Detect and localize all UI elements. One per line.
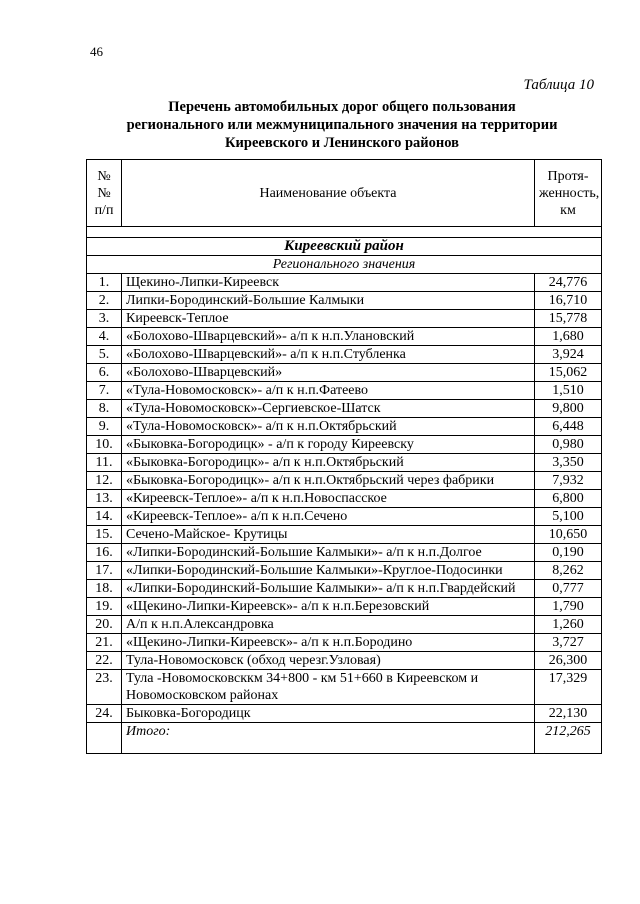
row-length: 16,710: [535, 292, 602, 310]
row-number: 21.: [87, 634, 122, 652]
row-road-name: Тула -Новомосковсккм 34+800 - км 51+660 в Киреевском и Новомосковском районах: [122, 670, 535, 705]
row-length: 8,262: [535, 562, 602, 580]
table-row: [87, 274, 602, 292]
row-number: 18.: [87, 580, 122, 598]
row-road-name: «Киреевск-Теплое»- а/п к н.п.Новоспасское: [122, 490, 535, 508]
row-road-name: «Болохово-Шварцевский»: [122, 364, 535, 382]
total-label: Итого:: [122, 723, 535, 754]
row-number: 16.: [87, 544, 122, 562]
row-number: 8.: [87, 400, 122, 418]
row-road-name: Тула-Новомосковск (обход черезг.Узловая): [122, 652, 535, 670]
table-row: [87, 436, 602, 454]
table-row: [87, 652, 602, 670]
row-number: 3.: [87, 310, 122, 328]
row-number: 1.: [87, 274, 122, 292]
table-row: [87, 562, 602, 580]
table-caption: Таблица 10: [523, 77, 594, 93]
table-row: [87, 598, 602, 616]
row-length: 3,924: [535, 346, 602, 364]
row-number: 13.: [87, 490, 122, 508]
category-row: [87, 256, 602, 274]
table-row: [87, 634, 602, 652]
row-length: 5,100: [535, 508, 602, 526]
row-length: 0,777: [535, 580, 602, 598]
row-number: 12.: [87, 472, 122, 490]
row-number: 10.: [87, 436, 122, 454]
row-number: 22.: [87, 652, 122, 670]
table-row: [87, 454, 602, 472]
page-number: 46: [90, 44, 103, 59]
table-row: [87, 364, 602, 382]
district-name: Киреевский район: [87, 238, 602, 256]
row-road-name: «Быковка-Богородицк»- а/п к н.п.Октябрьский: [122, 454, 535, 472]
row-number: 15.: [87, 526, 122, 544]
header-name: Наименование объекта: [122, 160, 535, 227]
row-road-name: Щекино-Липки-Киреевск: [122, 274, 535, 292]
table-row: [87, 418, 602, 436]
row-road-name: «Тула-Новомосковск»-Сергиевское-Шатск: [122, 400, 535, 418]
table-row: [87, 328, 602, 346]
row-number: 9.: [87, 418, 122, 436]
row-length: 1,790: [535, 598, 602, 616]
header-length: Протя-женность, км: [535, 160, 602, 227]
table-row: [87, 292, 602, 310]
row-length: 17,329: [535, 670, 602, 705]
total-empty-cell: [87, 723, 122, 754]
row-number: 19.: [87, 598, 122, 616]
row-road-name: Сечено-Майское- Крутицы: [122, 526, 535, 544]
table-row: [87, 705, 602, 723]
row-number: 2.: [87, 292, 122, 310]
row-length: 6,448: [535, 418, 602, 436]
table-row: [87, 346, 602, 364]
row-road-name: «Болохово-Шварцевский»- а/п к н.п.Улановский: [122, 328, 535, 346]
row-length: 1,510: [535, 382, 602, 400]
table-row: [87, 472, 602, 490]
row-road-name: «Тула-Новомосковск»- а/п к н.п.Октябрьский: [122, 418, 535, 436]
table-row: [87, 490, 602, 508]
row-road-name: «Липки-Бородинский-Большие Калмыки»- а/п к н.п.Гвардейский: [122, 580, 535, 598]
row-length: 1,680: [535, 328, 602, 346]
table-header-row: [87, 160, 602, 227]
table-row: [87, 400, 602, 418]
row-number: 14.: [87, 508, 122, 526]
title-line-1: Перечень автомобильных дорог общего пользования: [168, 99, 516, 115]
table-row: [87, 670, 602, 705]
table-row: [87, 526, 602, 544]
row-length: 9,800: [535, 400, 602, 418]
row-road-name: «Липки-Бородинский-Большие Калмыки»- а/п к н.п.Долгое: [122, 544, 535, 562]
header-num: №№ п/п: [87, 160, 122, 227]
total-value: 212,265: [535, 723, 602, 754]
category-name: Регионального значения: [87, 256, 602, 274]
row-length: 24,776: [535, 274, 602, 292]
table-row: [87, 310, 602, 328]
row-road-name: «Щекино-Липки-Киреевск»- а/п к н.п.Березовский: [122, 598, 535, 616]
roads-table: [86, 159, 602, 754]
row-number: 11.: [87, 454, 122, 472]
title-line-2: регионального или межмуниципального значения на территории: [126, 117, 558, 133]
row-length: 3,727: [535, 634, 602, 652]
table-row: [87, 616, 602, 634]
district-row: [87, 238, 602, 256]
row-road-name: Киреевск-Теплое: [122, 310, 535, 328]
row-road-name: «Киреевск-Теплое»- а/п к н.п.Сечено: [122, 508, 535, 526]
document-title: [90, 98, 594, 152]
row-number: 5.: [87, 346, 122, 364]
total-row: [87, 723, 602, 754]
row-number: 4.: [87, 328, 122, 346]
row-length: 15,062: [535, 364, 602, 382]
row-length: 7,932: [535, 472, 602, 490]
row-length: 1,260: [535, 616, 602, 634]
title-line-3: Киреевского и Ленинского районов: [225, 135, 459, 151]
row-road-name: «Быковка-Богородицк» - а/п к городу Киреевску: [122, 436, 535, 454]
row-road-name: «Тула-Новомосковск»- а/п к н.п.Фатеево: [122, 382, 535, 400]
row-length: 26,300: [535, 652, 602, 670]
row-length: 0,980: [535, 436, 602, 454]
row-length: 0,190: [535, 544, 602, 562]
table-row: [87, 508, 602, 526]
row-number: 6.: [87, 364, 122, 382]
row-number: 17.: [87, 562, 122, 580]
row-road-name: А/п к н.п.Александровка: [122, 616, 535, 634]
row-length: 3,350: [535, 454, 602, 472]
row-road-name: «Болохово-Шварцевский»- а/п к н.п.Стубленка: [122, 346, 535, 364]
row-number: 7.: [87, 382, 122, 400]
row-number: 24.: [87, 705, 122, 723]
spacer-row: [87, 227, 602, 238]
table-row: [87, 382, 602, 400]
row-length: 22,130: [535, 705, 602, 723]
row-road-name: Быковка-Богородицк: [122, 705, 535, 723]
table-row: [87, 580, 602, 598]
row-number: 23.: [87, 670, 122, 705]
row-road-name: «Быковка-Богородицк»- а/п к н.п.Октябрьский через фабрики: [122, 472, 535, 490]
row-length: 6,800: [535, 490, 602, 508]
row-length: 10,650: [535, 526, 602, 544]
row-number: 20.: [87, 616, 122, 634]
row-length: 15,778: [535, 310, 602, 328]
row-road-name: «Щекино-Липки-Киреевск»- а/п к н.п.Бородино: [122, 634, 535, 652]
row-road-name: Липки-Бородинский-Большие Калмыки: [122, 292, 535, 310]
table-row: [87, 544, 602, 562]
row-road-name: «Липки-Бородинский-Большие Калмыки»-Круглое-Подосинки: [122, 562, 535, 580]
